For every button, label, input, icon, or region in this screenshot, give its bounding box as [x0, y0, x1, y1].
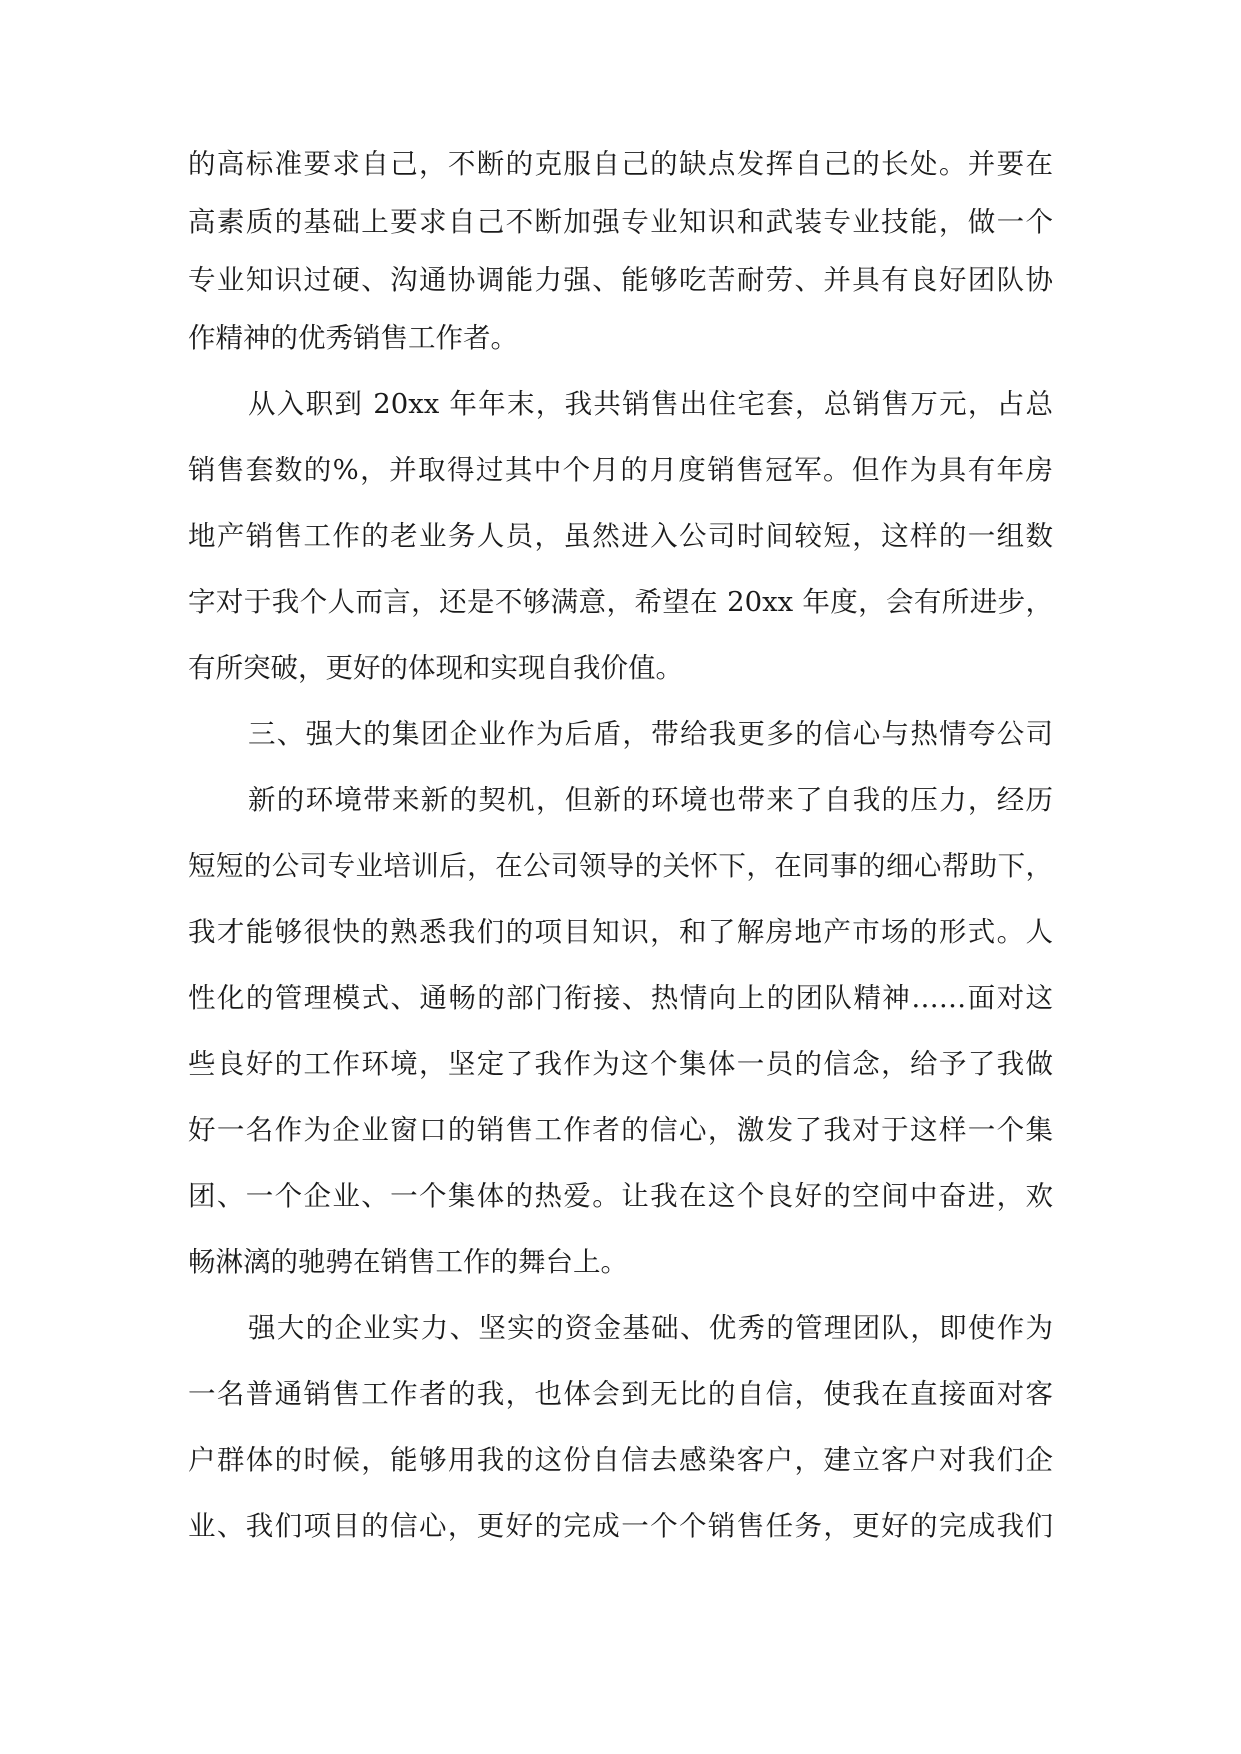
text-line: 字对于我个人而言，还是不够满意，希望在 20xx 年度，会有所进步， — [188, 586, 1053, 618]
text-line: 我才能够很快的熟悉我们的项目知识，和了解房地产市场的形式。人 — [188, 916, 1053, 948]
section-heading: 三、强大的集团企业作为后盾，带给我更多的信心与热情夸公司 — [248, 718, 1053, 750]
text-line: 团、一个企业、一个集体的热爱。让我在这个良好的空间中奋进，欢 — [188, 1180, 1053, 1212]
text-line: 畅淋漓的驰骋在销售工作的舞台上。 — [188, 1246, 628, 1278]
text-line: 短短的公司专业培训后，在公司领导的关怀下，在同事的细心帮助下， — [188, 850, 1053, 882]
text-line: 业、我们项目的信心，更好的完成一个个销售任务，更好的完成我们 — [188, 1510, 1053, 1542]
text-line: 地产销售工作的老业务人员，虽然进入公司时间较短，这样的一组数 — [188, 520, 1053, 552]
text-line: 户群体的时候，能够用我的这份自信去感染客户，建立客户对我们企 — [188, 1444, 1053, 1476]
text-line: 的高标准要求自己，不断的克服自己的缺点发挥自己的长处。并要在 — [188, 148, 1053, 180]
text-line: 些良好的工作环境，坚定了我作为这个集体一员的信念，给予了我做 — [188, 1048, 1053, 1080]
text-line: 作精神的优秀销售工作者。 — [188, 322, 518, 354]
text-line: 销售套数的%，并取得过其中个月的月度销售冠军。但作为具有年房 — [188, 454, 1053, 486]
text-line: 强大的企业实力、坚实的资金基础、优秀的管理团队，即使作为 — [248, 1312, 1053, 1344]
text-line: 专业知识过硬、沟通协调能力强、能够吃苦耐劳、并具有良好团队协 — [188, 264, 1053, 296]
text-line: 一名普通销售工作者的我，也体会到无比的自信，使我在直接面对客 — [188, 1378, 1053, 1410]
text-line: 有所突破，更好的体现和实现自我价值。 — [188, 652, 683, 684]
text-line: 从入职到 20xx 年年末，我共销售出住宅套，总销售万元，占总 — [248, 388, 1053, 420]
text-line: 性化的管理模式、通畅的部门衔接、热情向上的团队精神……面对这 — [188, 982, 1053, 1014]
text-line: 好一名作为企业窗口的销售工作者的信心，激发了我对于这样一个集 — [188, 1114, 1053, 1146]
text-line: 新的环境带来新的契机，但新的环境也带来了自我的压力，经历 — [248, 784, 1053, 816]
text-line: 高素质的基础上要求自己不断加强专业知识和武装专业技能，做一个 — [188, 206, 1053, 238]
